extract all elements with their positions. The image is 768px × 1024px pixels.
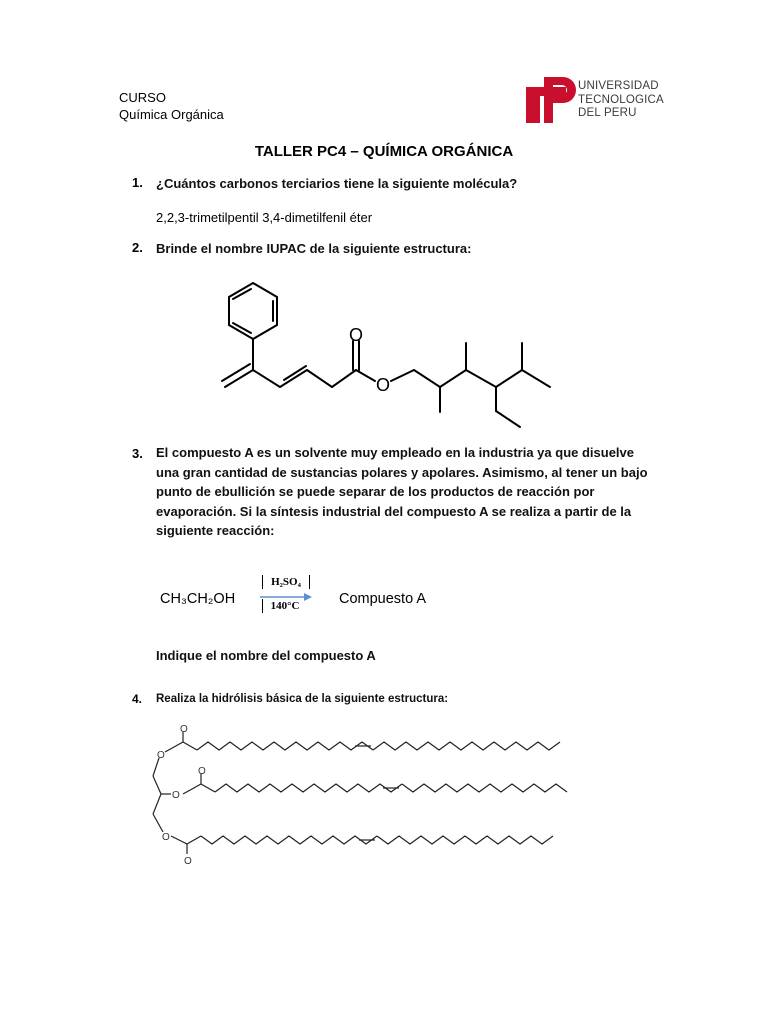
- page-title: TALLER PC4 – QUÍMICA ORGÁNICA: [254, 143, 514, 160]
- temperature-label: 140°C: [262, 599, 307, 613]
- question-text: Realiza la hidrólisis básica de la siguiente estructura:: [156, 693, 449, 705]
- university-line: DEL PERU: [578, 107, 637, 119]
- course-name: Química Orgánica: [119, 107, 224, 122]
- paragraph-line: una gran cantidad de sustancias polares y apolares. Asimismo, al tener un bajo: [156, 464, 648, 480]
- paragraph-line: siguiente reacción:: [156, 523, 275, 538]
- catalyst-label: H₂SO₄: [262, 575, 310, 589]
- paragraph-line: El compuesto A es un solvente muy empleado en la industria ya que disuelve: [156, 445, 635, 460]
- carbonyl-oxygen-label: O: [198, 766, 206, 777]
- carbonyl-oxygen-label: O: [184, 856, 192, 867]
- question-paragraph: [156, 443, 648, 541]
- ester-oxygen-label: O: [162, 832, 170, 843]
- reactant-formula: CH₃CH₂OH: [160, 591, 236, 607]
- question-text: ¿Cuántos carbonos terciarios tiene la siguiente molécula?: [156, 176, 518, 191]
- paragraph-line: punto de ebullición se puede separar de los productos de reacción por: [156, 484, 595, 499]
- course-label: CURSO: [119, 90, 166, 105]
- university-line: TECNOLOGICA: [578, 93, 664, 106]
- carbonyl-oxygen-label: O: [180, 724, 188, 735]
- question-text: Brinde el nombre IUPAC de la siguiente estructura:: [156, 241, 472, 256]
- ester-oxygen-label: O: [376, 375, 391, 395]
- molecule-structure-q2: [200, 275, 570, 435]
- paragraph-line: evaporación. Si la síntesis industrial del compuesto A se realiza a partir de la: [156, 503, 632, 519]
- question-followup: Indique el nombre del compuesto A: [156, 648, 376, 663]
- question-detail: 2,2,3-trimetilpentil 3,4-dimetilfenil éter: [156, 210, 373, 225]
- university-name: [578, 80, 664, 121]
- ester-oxygen-label: O: [157, 750, 165, 761]
- course-header: [119, 89, 224, 123]
- question-number: 3.: [132, 446, 143, 461]
- product-label: Compuesto A: [339, 591, 427, 607]
- question-number: 4.: [132, 692, 143, 706]
- ester-oxygen-label: O: [172, 790, 180, 801]
- triglyceride-structure: [145, 718, 575, 868]
- question-number: 2.: [132, 240, 143, 255]
- question-number: 1.: [132, 175, 143, 190]
- university-line: UNIVERSIDAD: [578, 80, 659, 92]
- carbonyl-oxygen-label: O: [349, 325, 364, 345]
